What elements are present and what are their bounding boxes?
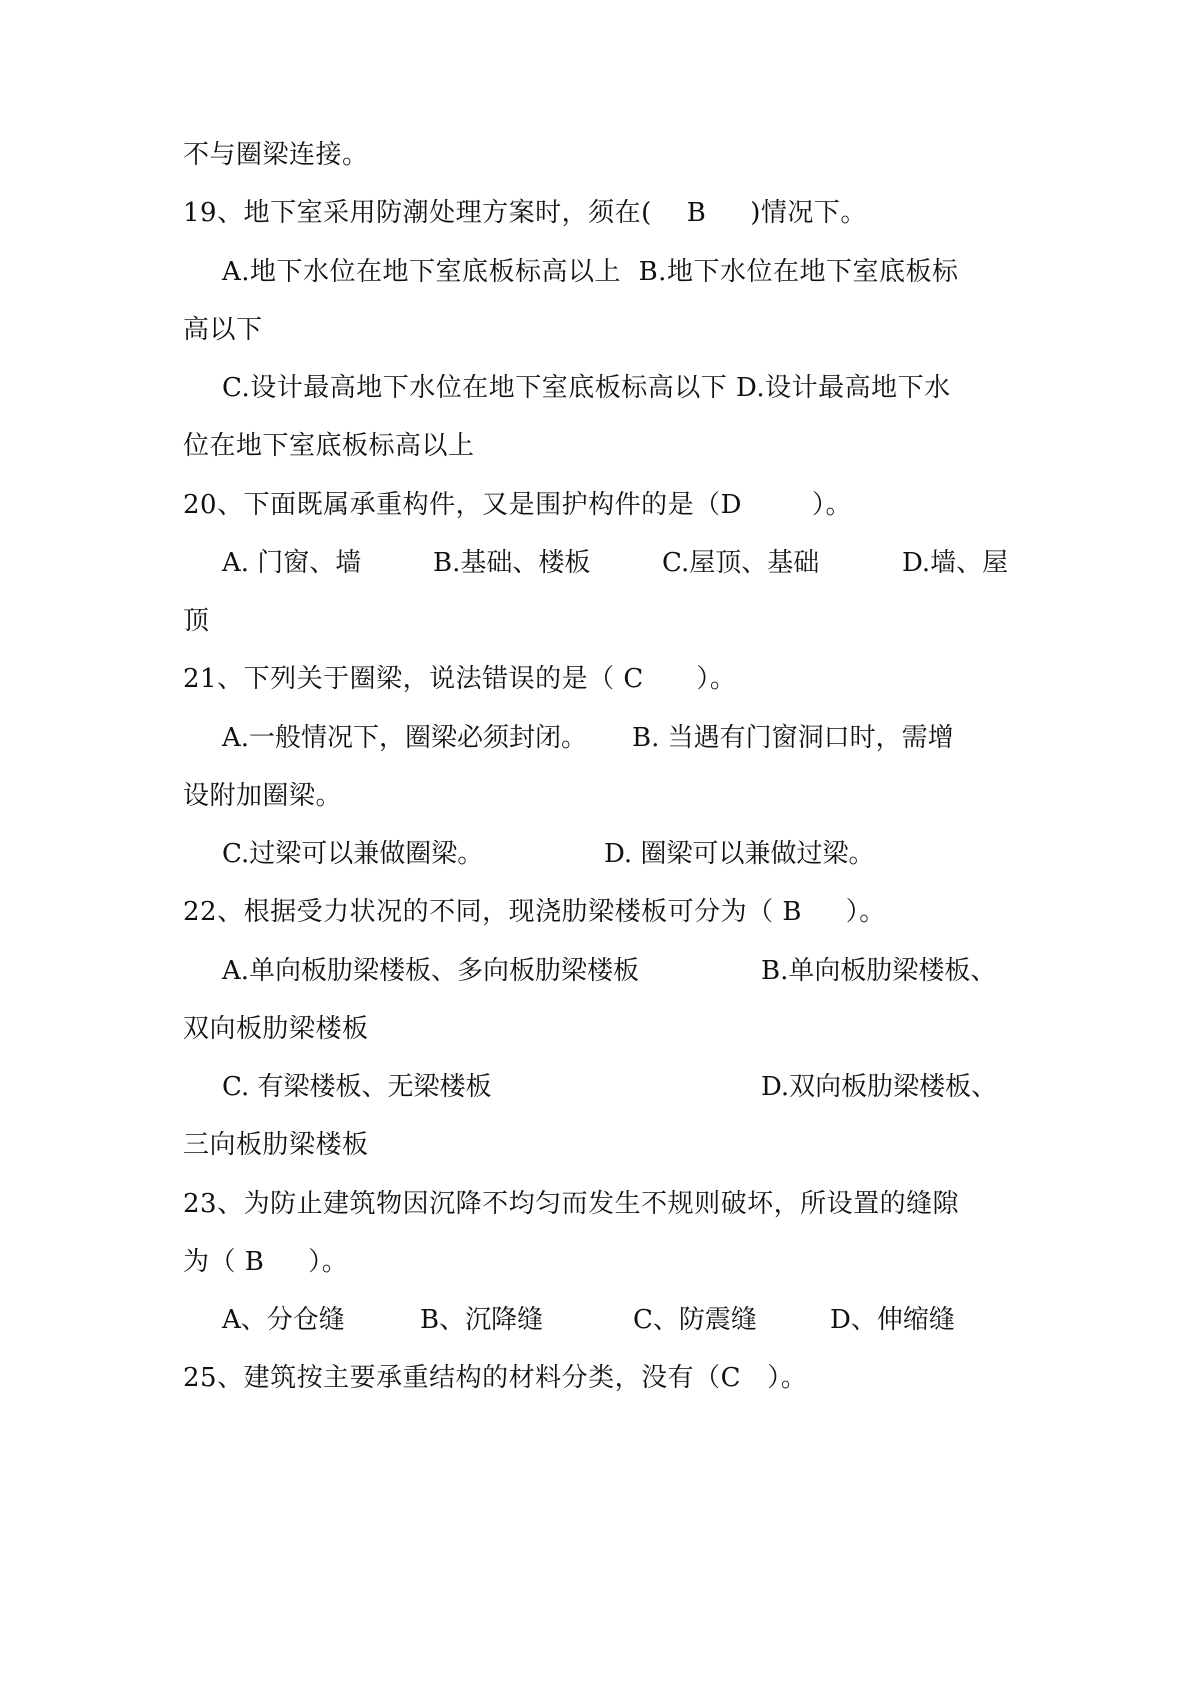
question-19: 19、地下室采用防潮处理方案时，须在( B )情况下。 [183,198,867,228]
question-22-option-c: C. 有梁楼板、无梁楼板 [222,1072,492,1102]
question-20-option-d: D.墙、屋 [902,548,1009,578]
question-21-option-a: A.一般情况下，圈梁必须封闭。 [222,723,588,753]
question-19-options-cd: C.设计最高地下水位在地下室底板标高以下 D.设计最高地下水 [222,373,951,403]
question-21-option-b-wrap: 设附加圈梁。 [183,781,343,811]
question-23: 23、为防止建筑物因沉降不均匀而发生不规则破坏，所设置的缝隙 [183,1189,960,1219]
question-22-option-b-wrap: 双向板肋梁楼板 [183,1014,369,1044]
question-21-option-b: B. 当遇有门窗洞口时，需增 [632,723,954,753]
question-23-option-d: D、伸缩缝 [830,1305,955,1335]
question-22: 22、根据受力状况的不同，现浇肋梁楼板可分为（ B ）。 [183,897,886,927]
question-22-option-d: D.双向板肋梁楼板、 [761,1072,998,1102]
question-19-options-ab: A.地下水位在地下室底板标高以上 B.地下水位在地下室底板标 [222,257,959,287]
question-20: 20、下面既属承重构件，又是围护构件的是（D ）。 [183,490,853,520]
question-21-option-d: D. 圈梁可以兼做过梁。 [604,839,875,869]
question-19-options-cd-wrap: 位在地下室底板标高以上 [183,431,475,461]
text-line-continuation: 不与圈梁连接。 [183,140,369,170]
question-22-option-b: B.单向板肋梁楼板、 [761,956,997,986]
question-23-option-a: A、分仓缝 [222,1305,345,1335]
question-22-option-a: A.单向板肋梁楼板、多向板肋梁楼板 [222,956,640,986]
question-20-option-c: C.屋顶、基础 [662,548,820,578]
question-25: 25、建筑按主要承重结构的材料分类，没有（C ）。 [183,1363,808,1393]
question-23-option-b: B、沉降缝 [420,1305,544,1335]
question-21-option-c: C.过梁可以兼做圈梁。 [222,839,484,869]
question-22-option-d-wrap: 三向板肋梁楼板 [183,1130,369,1160]
question-23-option-c: C、防震缝 [633,1305,757,1335]
question-21: 21、下列关于圈梁，说法错误的是（ C ）。 [183,664,737,694]
question-19-options-ab-wrap: 高以下 [183,315,263,345]
question-23-wrap: 为（ B ）。 [183,1247,349,1277]
question-20-option-d-wrap: 顶 [183,606,210,636]
question-20-option-a: A. 门窗、墙 [222,548,362,578]
question-20-option-b: B.基础、楼板 [433,548,591,578]
